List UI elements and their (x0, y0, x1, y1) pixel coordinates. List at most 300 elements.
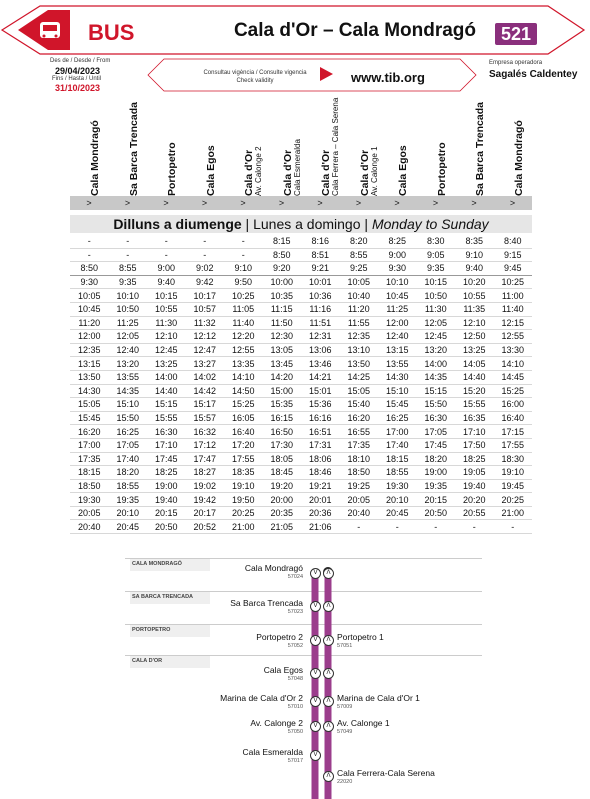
table-cell: 14:00 (147, 370, 186, 384)
column-stop-name: Cala Egos (397, 145, 409, 196)
table-cell: 8:35 (455, 235, 494, 248)
table-cell: 16:50 (263, 425, 302, 439)
validity-text (190, 69, 320, 85)
table-cell: 13:35 (224, 357, 263, 371)
table-row (70, 520, 532, 534)
table-cell: 9:10 (224, 262, 263, 276)
table-cell: 17:40 (378, 438, 417, 452)
zone-cala-dor: CALA D'OR (130, 656, 210, 668)
stop-code: 57017 (287, 758, 303, 764)
table-cell: 9:00 (378, 248, 417, 262)
stop-code: 57051 (337, 643, 353, 649)
table-row (70, 275, 532, 289)
table-cell: 20:50 (417, 506, 456, 520)
table-cell: 15:36 (301, 398, 340, 412)
column-stop-name: Cala d'Or (243, 149, 255, 196)
table-cell: 17:40 (109, 452, 148, 466)
table-cell: 9:05 (417, 248, 456, 262)
table-cell: 10:05 (70, 289, 109, 303)
table-cell: 20:35 (263, 506, 302, 520)
stop-name: Cala Esmeralda (242, 747, 303, 757)
stop-code: 57023 (287, 609, 303, 615)
table-cell: 10:50 (109, 302, 148, 316)
table-cell: - (109, 235, 148, 248)
table-cell: 14:30 (70, 384, 109, 398)
table-row (70, 302, 532, 316)
table-cell: 16:20 (70, 425, 109, 439)
column-header (186, 100, 224, 196)
table-cell: 20:05 (340, 493, 379, 507)
table-cell: 17:05 (109, 438, 148, 452)
column-stop-sub: Av. Calonge 2 (254, 146, 263, 196)
table-cell: 18:30 (494, 452, 533, 466)
table-cell: 13:20 (109, 357, 148, 371)
table-cell: 13:45 (263, 357, 302, 371)
table-cell: 8:55 (340, 248, 379, 262)
column-header (263, 100, 301, 196)
table-cell: 15:45 (378, 398, 417, 412)
timetable (70, 235, 532, 534)
stop-name: Portopetro 1 (337, 632, 384, 642)
stop-up-marker-icon: Λ (323, 721, 334, 732)
column-header (301, 97, 340, 196)
table-cell: 11:15 (263, 302, 302, 316)
table-cell: 9:02 (186, 262, 225, 276)
column-header-label (436, 142, 448, 196)
table-cell: 9:35 (417, 262, 456, 276)
table-cell: 15:45 (70, 411, 109, 425)
direction-arrow: > (509, 198, 516, 208)
table-cell: 20:01 (301, 493, 340, 507)
table-cell: 18:15 (378, 452, 417, 466)
table-cell: - (455, 520, 494, 534)
operator-label: Empresa operadora (489, 60, 543, 66)
table-cell: 14:05 (455, 357, 494, 371)
stop-up-marker-icon: Λ (323, 668, 334, 679)
table-cell: 20:25 (494, 493, 533, 507)
column-header-label (166, 142, 178, 196)
day-es: Lunes a domingo (253, 216, 361, 232)
table-cell: 19:35 (417, 479, 456, 493)
table-cell: 8:25 (378, 235, 417, 248)
table-row (70, 411, 532, 425)
table-cell: 9:30 (378, 262, 417, 276)
stop-name: Av. Calonge 2 (250, 718, 303, 728)
table-cell: 10:00 (263, 275, 302, 289)
table-cell: 12:00 (70, 330, 109, 344)
direction-arrow: > (163, 198, 169, 208)
table-cell: 8:16 (301, 235, 340, 248)
table-cell: 15:25 (494, 384, 533, 398)
table-cell: 20:45 (378, 506, 417, 520)
table-cell: 19:10 (224, 479, 263, 493)
table-cell: 20:50 (147, 520, 186, 534)
table-cell: 10:36 (301, 289, 340, 303)
table-cell: 9:40 (455, 262, 494, 276)
table-cell: 10:15 (417, 275, 456, 289)
column-header-label (397, 145, 409, 196)
table-cell: 12:40 (109, 343, 148, 357)
table-cell: 21:00 (494, 506, 533, 520)
column-stop-name: Portopetro (166, 142, 178, 196)
table-cell: 14:35 (417, 370, 456, 384)
table-row (70, 357, 532, 371)
stop-down-marker-icon: V (310, 635, 321, 646)
table-cell: 11:30 (147, 316, 186, 330)
table-cell: 17:31 (301, 438, 340, 452)
table-cell: 11:25 (378, 302, 417, 316)
table-cell: 14:10 (494, 357, 533, 371)
table-cell: 11:51 (301, 316, 340, 330)
table-cell: 11:40 (494, 302, 533, 316)
table-cell: 18:15 (70, 466, 109, 480)
column-stop-name: Cala Mondragó (89, 120, 101, 196)
table-cell: 13:46 (301, 357, 340, 371)
table-cell: 14:20 (263, 370, 302, 384)
table-cell: 8:40 (494, 235, 533, 248)
column-stop-sub: Cala Ferrera – Cala Serena (331, 97, 340, 196)
stop-code: 57052 (287, 643, 303, 649)
table-cell: 19:21 (301, 479, 340, 493)
table-cell: 11:35 (455, 302, 494, 316)
table-cell: 21:06 (301, 520, 340, 534)
table-cell: 13:15 (70, 357, 109, 371)
table-cell: 15:40 (340, 398, 379, 412)
column-header (378, 100, 416, 196)
table-cell: 11:20 (340, 302, 379, 316)
table-cell: 10:10 (109, 289, 148, 303)
table-cell: 20:40 (70, 520, 109, 534)
table-cell: 18:25 (455, 452, 494, 466)
table-cell: 13:25 (455, 343, 494, 357)
table-cell: 14:35 (109, 384, 148, 398)
route-title: Cala d'Or – Cala Mondragó (233, 20, 477, 41)
table-cell: 20:10 (109, 506, 148, 520)
table-cell: 20:15 (147, 506, 186, 520)
table-cell: 20:05 (70, 506, 109, 520)
column-header-label (282, 139, 302, 196)
table-cell: 14:50 (224, 384, 263, 398)
table-row (70, 506, 532, 520)
table-cell: 15:25 (224, 398, 263, 412)
table-cell: 14:02 (186, 370, 225, 384)
table-cell: 11:05 (224, 302, 263, 316)
table-cell: 10:55 (147, 302, 186, 316)
table-cell: 20:36 (301, 506, 340, 520)
table-row (70, 425, 532, 439)
table-cell: 19:05 (455, 466, 494, 480)
table-cell: - (70, 248, 109, 262)
day-row (70, 215, 532, 233)
table-cell: 10:20 (455, 275, 494, 289)
stop-name: Marina de Cala d'Or 2 (220, 693, 303, 703)
route-number-badge: 521 (495, 23, 537, 45)
table-cell: 18:55 (378, 466, 417, 480)
from-label: Des de / Desde / From (50, 58, 111, 64)
table-cell: 12:10 (455, 316, 494, 330)
table-row (70, 452, 532, 466)
column-header-label (359, 146, 379, 196)
stop-down-marker-icon: V (310, 721, 321, 732)
table-cell: 21:00 (224, 520, 263, 534)
stop-code: 57010 (287, 704, 303, 710)
table-cell: 15:55 (147, 411, 186, 425)
table-cell: 15:10 (109, 398, 148, 412)
table-cell: 19:40 (147, 493, 186, 507)
table-cell: - (70, 235, 109, 248)
stop-up-marker-icon: Λ (323, 771, 334, 782)
stop-code: 57049 (337, 729, 353, 735)
day-sep-2: | (360, 216, 372, 232)
table-cell: 13:15 (378, 343, 417, 357)
column-header (494, 100, 532, 196)
table-cell: - (186, 235, 225, 248)
table-cell: 12:45 (147, 343, 186, 357)
stop-down-marker-icon: V (310, 601, 321, 612)
day-sep-1: | (241, 216, 254, 232)
table-cell: 9:15 (494, 248, 533, 262)
table-cell: 19:00 (417, 466, 456, 480)
table-cell: 17:50 (455, 438, 494, 452)
table-cell: 19:35 (109, 493, 148, 507)
table-cell: 15:01 (301, 384, 340, 398)
stop-up-marker-icon: Λ (323, 568, 334, 579)
day-ca: Dilluns a diumenge (113, 216, 242, 232)
table-cell: 10:45 (378, 289, 417, 303)
column-header-label (128, 102, 140, 196)
stop-name: Cala Mondragó (244, 563, 303, 573)
table-cell: 8:50 (263, 248, 302, 262)
table-cell: 14:21 (301, 370, 340, 384)
column-stop-name: Cala Mondragó (512, 120, 525, 196)
column-header (224, 100, 262, 196)
column-header-label (513, 120, 525, 196)
table-cell: 19:02 (186, 479, 225, 493)
table-cell: 13:55 (378, 357, 417, 371)
stop-name: Marina de Cala d'Or 1 (337, 693, 420, 703)
direction-arrow: > (355, 198, 362, 208)
column-stop-name: Cala Egos (204, 145, 217, 196)
table-cell: 17:30 (263, 438, 302, 452)
stop-down-marker-icon: V (310, 668, 321, 679)
table-cell: 18:10 (340, 452, 379, 466)
column-header (109, 100, 147, 196)
table-cell: 18:20 (417, 452, 456, 466)
table-cell: 10:25 (494, 275, 533, 289)
bus-label: BUS (88, 20, 135, 45)
table-cell: 17:00 (378, 425, 417, 439)
table-cell: 17:10 (147, 438, 186, 452)
table-cell: 17:15 (494, 425, 533, 439)
table-cell: 12:50 (455, 330, 494, 344)
table-cell: 15:10 (378, 384, 417, 398)
table-cell: 16:00 (494, 398, 533, 412)
zone-portopetro: PORTOPETRO (130, 625, 210, 637)
table-cell: 19:20 (263, 479, 302, 493)
column-header (340, 100, 378, 196)
table-cell: 9:30 (70, 275, 109, 289)
table-cell: 11:30 (417, 302, 456, 316)
table-cell: 16:51 (301, 425, 340, 439)
table-cell: 15:55 (455, 398, 494, 412)
column-stop-name: Portopetro (435, 142, 448, 196)
table-cell: 14:00 (417, 357, 456, 371)
website-link[interactable]: www.tib.org (351, 70, 425, 85)
column-stop-name: Cala d'Or (320, 149, 332, 196)
table-cell: 13:55 (109, 370, 148, 384)
table-cell: 13:50 (70, 370, 109, 384)
table-cell: 10:57 (186, 302, 225, 316)
stop-name: Cala Egos (263, 665, 303, 675)
table-cell: 18:06 (301, 452, 340, 466)
table-cell: 8:20 (340, 235, 379, 248)
table-cell: 14:10 (224, 370, 263, 384)
table-row (70, 466, 532, 480)
column-stop-name: Cala d'Or (358, 149, 371, 196)
direction-arrow: > (278, 198, 285, 208)
table-cell: 9:42 (186, 275, 225, 289)
table-cell: 16:30 (417, 411, 456, 425)
table-row (70, 316, 532, 330)
table-cell: 21:05 (263, 520, 302, 534)
direction-arrow: > (471, 198, 477, 208)
table-cell: 13:27 (186, 357, 225, 371)
table-cell: 13:10 (340, 343, 379, 357)
table-cell: 12:47 (186, 343, 225, 357)
table-cell: 17:12 (186, 438, 225, 452)
table-cell: 14:45 (494, 370, 533, 384)
table-cell: 11:20 (70, 316, 109, 330)
table-cell: 17:45 (417, 438, 456, 452)
stop-code: 57050 (287, 729, 303, 735)
stop-code: 22020 (337, 779, 353, 785)
table-cell: 15:05 (70, 398, 109, 412)
table-cell: 20:17 (186, 506, 225, 520)
table-cell: 15:20 (455, 384, 494, 398)
table-cell: 17:00 (70, 438, 109, 452)
stop-code: 57024 (287, 574, 303, 580)
direction-arrow: > (86, 198, 92, 208)
table-cell: - (147, 248, 186, 262)
table-cell: 19:30 (70, 493, 109, 507)
route-line (300, 562, 340, 799)
table-cell: 19:50 (224, 493, 263, 507)
table-row (70, 248, 532, 262)
table-cell: 9:25 (340, 262, 379, 276)
table-row (70, 370, 532, 384)
from-date: 29/04/2023 (55, 66, 101, 76)
table-cell: 12:40 (378, 330, 417, 344)
table-cell: 12:15 (494, 316, 533, 330)
table-cell: 8:15 (263, 235, 302, 248)
table-cell: 18:05 (263, 452, 302, 466)
table-cell: 18:25 (147, 466, 186, 480)
table-cell: 9:20 (263, 262, 302, 276)
table-cell: 20:55 (455, 506, 494, 520)
table-cell: 9:10 (455, 248, 494, 262)
table-row (70, 493, 532, 507)
direction-arrow: > (201, 198, 208, 208)
table-cell: 14:42 (186, 384, 225, 398)
table-cell: 8:51 (301, 248, 340, 262)
table-cell: 12:55 (494, 330, 533, 344)
column-header-label (205, 145, 217, 196)
table-row (70, 289, 532, 303)
table-cell: 11:50 (263, 316, 302, 330)
table-cell: 9:21 (301, 262, 340, 276)
table-cell: - (109, 248, 148, 262)
table-cell: 10:50 (417, 289, 456, 303)
table-cell: 19:42 (186, 493, 225, 507)
table-cell: 18:50 (70, 479, 109, 493)
direction-arrow: > (317, 198, 323, 208)
table-row (70, 384, 532, 398)
table-cell: 20:00 (263, 493, 302, 507)
table-cell: 20:52 (186, 520, 225, 534)
table-cell: 10:40 (340, 289, 379, 303)
table-cell: 17:55 (224, 452, 263, 466)
table-cell: 19:25 (340, 479, 379, 493)
table-cell: 18:50 (340, 466, 379, 480)
until-label: Fins / Hasta / Until (52, 76, 102, 82)
table-cell: 10:55 (455, 289, 494, 303)
table-cell: 12:30 (263, 330, 302, 344)
table-cell: 10:45 (70, 302, 109, 316)
table-cell: 12:35 (70, 343, 109, 357)
column-header-label (89, 120, 101, 196)
table-cell: - (224, 248, 263, 262)
table-cell: 18:20 (109, 466, 148, 480)
stop-down-marker-icon: V (310, 568, 321, 579)
table-cell: 12:55 (224, 343, 263, 357)
table-cell: 17:47 (186, 452, 225, 466)
column-header-label (474, 102, 486, 196)
direction-arrow: > (240, 198, 246, 208)
table-cell: 16:25 (378, 411, 417, 425)
table-row (70, 479, 532, 493)
table-cell: 11:25 (109, 316, 148, 330)
stop-up-marker-icon: Λ (323, 696, 334, 707)
table-cell: 16:30 (147, 425, 186, 439)
column-header (147, 100, 185, 196)
table-cell: 19:45 (494, 479, 533, 493)
table-cell: 14:30 (378, 370, 417, 384)
table-cell: 18:45 (263, 466, 302, 480)
table-cell: 10:15 (147, 289, 186, 303)
table-cell: 17:05 (417, 425, 456, 439)
table-cell: 13:06 (301, 343, 340, 357)
stop-down-marker-icon: V (310, 750, 321, 761)
until-date: 31/10/2023 (55, 83, 101, 93)
table-cell: 8:50 (70, 262, 109, 276)
table-cell: 16:15 (263, 411, 302, 425)
table-cell: 15:17 (186, 398, 225, 412)
table-cell: 14:25 (340, 370, 379, 384)
table-cell: 17:20 (224, 438, 263, 452)
table-cell: 8:55 (109, 262, 148, 276)
table-cell: 18:55 (109, 479, 148, 493)
table-cell: - (186, 248, 225, 262)
table-cell: 13:20 (417, 343, 456, 357)
table-cell: 20:15 (417, 493, 456, 507)
table-cell: 18:46 (301, 466, 340, 480)
column-header (417, 100, 455, 196)
table-row (70, 398, 532, 412)
table-cell: 15:05 (340, 384, 379, 398)
table-cell: 9:35 (109, 275, 148, 289)
stop-up-marker-icon: Λ (323, 601, 334, 612)
table-cell: 16:32 (186, 425, 225, 439)
